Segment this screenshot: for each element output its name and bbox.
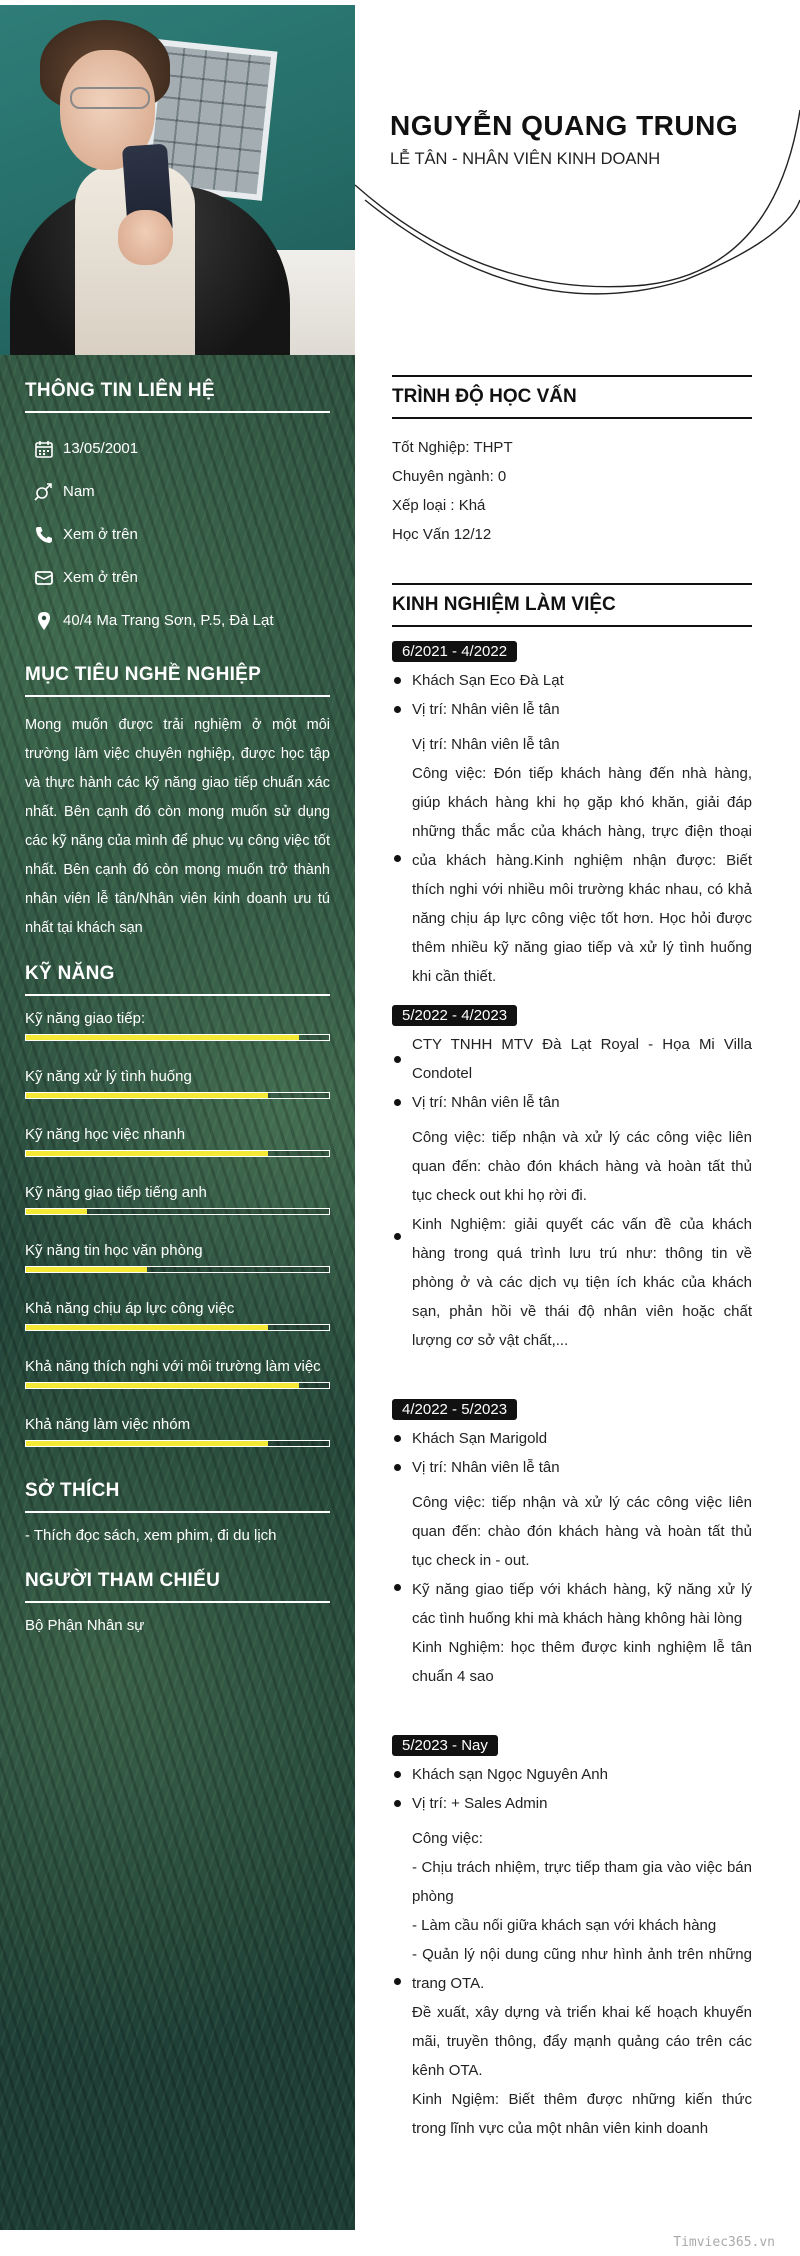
job-date-badge: 5/2023 - Nay xyxy=(392,1735,498,1756)
skill-bar xyxy=(25,1266,330,1273)
job-date-badge: 6/2021 - 4/2022 xyxy=(392,641,517,662)
skill-label: Khả năng thích nghi với môi trường làm việc xyxy=(25,1358,321,1375)
experience-title: KINH NGHIỆM LÀM VIỆC xyxy=(392,583,752,627)
job-position: Vị trí: Nhân viên lễ tân xyxy=(392,1453,752,1482)
job-company: Khách Sạn Eco Đà Lạt xyxy=(392,666,752,695)
job-details xyxy=(392,724,752,991)
skill-label: Khả năng làm việc nhóm xyxy=(25,1416,191,1433)
skill-bar-fill xyxy=(26,1325,268,1330)
profile-photo xyxy=(0,5,355,355)
email-icon xyxy=(25,568,63,588)
objective-title: MỤC TIÊU NGHỀ NGHIỆP xyxy=(25,664,330,697)
education-line: Tốt Nghiệp: THPT xyxy=(392,439,513,456)
job-detail-line: Công việc: xyxy=(412,1830,483,1847)
job-company: Khách sạn Ngọc Nguyên Anh xyxy=(392,1760,752,1789)
skill-item xyxy=(25,1300,330,1358)
job-date-badge: 5/2022 - 4/2023 xyxy=(392,1005,517,1026)
skill-bar-fill xyxy=(26,1267,147,1272)
skill-label: Kỹ năng tin học văn phòng xyxy=(25,1242,203,1259)
address-text: 40/4 Ma Trang Sơn, P.5, Đà Lạt xyxy=(63,612,274,629)
job-entry xyxy=(392,1735,752,2143)
job-date-badge: 4/2022 - 5/2023 xyxy=(392,1399,517,1420)
education-title: TRÌNH ĐỘ HỌC VẤN xyxy=(392,375,752,419)
candidate-name: NGUYỄN QUANG TRUNG xyxy=(390,110,739,141)
contact-title: THÔNG TIN LIÊN HỆ xyxy=(25,380,330,413)
job-detail-line: Đề xuất, xây dựng và triển khai kế hoạch khuyến mãi, truyền thông, đẩy mạnh quảng cáo trên các kênh OTA. xyxy=(412,2004,752,2079)
skill-item xyxy=(25,1068,330,1126)
contact-gender xyxy=(25,470,330,513)
photo-hand xyxy=(118,210,173,265)
job-details xyxy=(392,1482,752,1691)
job-entry xyxy=(392,1005,752,1355)
references-text: Bộ Phận Nhân sự xyxy=(25,1617,145,1634)
skill-bar xyxy=(25,1382,330,1389)
skill-item xyxy=(25,1184,330,1242)
calendar-icon xyxy=(25,439,63,459)
skill-label: Kỹ năng xử lý tình huống xyxy=(25,1068,192,1085)
contact-email xyxy=(25,556,330,599)
skill-label: Kỹ năng giao tiếp: xyxy=(25,1010,146,1027)
gender-text: Nam xyxy=(63,483,95,500)
skill-bar xyxy=(25,1440,330,1447)
skill-item xyxy=(25,1010,330,1068)
location-pin-icon xyxy=(25,611,63,631)
main-column xyxy=(392,375,752,2143)
skill-item xyxy=(25,1416,330,1474)
photo-glasses xyxy=(70,87,150,109)
skill-item xyxy=(25,1126,330,1184)
skills-list xyxy=(25,1010,330,1474)
references-title: NGƯỜI THAM CHIẾU xyxy=(25,1570,330,1603)
objective-text: Mong muốn được trải nghiệm ở một môi trường làm việc chuyên nghiệp, được học tập và thực hành các kỹ năng giao tiếp chuẩn xác nhất. Bên cạnh đó còn mong muốn sử dụng các kỹ năng của mình để phục vụ công việc tốt nhất. Bên cạnh đó còn mong muốn trở thành nhân viên lễ tân/Nhân viên kinh doanh ưu tú nhất tại khách sạn xyxy=(25,717,330,936)
candidate-job-title: LỄ TÂN - NHÂN VIÊN KINH DOANH xyxy=(390,150,661,168)
skill-bar xyxy=(25,1150,330,1157)
job-entry xyxy=(392,641,752,991)
skill-bar xyxy=(25,1324,330,1331)
watermark-text: Timviec365.vn xyxy=(673,2235,775,2250)
skill-bar xyxy=(25,1092,330,1099)
job-detail-line: - Quản lý nội dung cũng như hình ảnh trên những trang OTA. xyxy=(412,1946,752,1992)
job-detail-line: - Chịu trách nhiệm, trực tiếp tham gia vào việc bán phòng xyxy=(412,1859,752,1905)
skill-item xyxy=(25,1242,330,1300)
hobbies-text: - Thích đọc sách, xem phim, đi du lịch xyxy=(25,1527,277,1544)
sidebar xyxy=(0,355,355,2230)
phone-text: Xem ở trên xyxy=(63,526,138,543)
job-company: Khách Sạn Marigold xyxy=(392,1424,752,1453)
skill-bar-fill xyxy=(26,1441,268,1446)
education-line: Xếp loại : Khá xyxy=(392,497,486,514)
job-position: Vị trí: Nhân viên lễ tân xyxy=(392,1088,752,1117)
hobbies-title: SỞ THÍCH xyxy=(25,1480,330,1513)
job-detail-line: Kinh Ngiệm: Biết thêm được những kiến thức trong lĩnh vực của một nhân viên kinh doanh xyxy=(412,2091,752,2137)
skill-bar-fill xyxy=(26,1035,299,1040)
job-detail-line: Kỹ năng giao tiếp với khách hàng, kỹ năng xử lý các tình huống khi mà khách hàng không hài lòng xyxy=(412,1581,752,1627)
skill-bar xyxy=(25,1034,330,1041)
email-text: Xem ở trên xyxy=(63,569,138,586)
skills-title: KỸ NĂNG xyxy=(25,963,330,996)
skill-label: Kỹ năng học việc nhanh xyxy=(25,1126,186,1143)
skill-bar-fill xyxy=(26,1093,268,1098)
job-detail-line: Công việc: tiếp nhận và xử lý các công việc liên quan đến: chào đón khách hàng và hoàn tất thủ tục check out khi họ rời đi. xyxy=(412,1129,752,1204)
education-line: Chuyên ngành: 0 xyxy=(392,468,507,485)
job-position: Vị trí: + Sales Admin xyxy=(392,1789,752,1818)
skill-bar-fill xyxy=(26,1209,87,1214)
skill-label: Kỹ năng giao tiếp tiếng anh xyxy=(25,1184,207,1201)
job-company: CTY TNHH MTV Đà Lạt Royal - Họa Mi Villa Condotel xyxy=(392,1030,752,1088)
gender-icon xyxy=(25,482,63,502)
job-detail-line: Kinh Nghiệm: giải quyết các vấn đề của khách hàng trong quá trình lưu trú như: thông tin về phòng ở và các dịch vụ tiện ích khác của khách sạn, phản hồi về thái độ nhân viên hoặc chất lượng cơ sở vật chất,... xyxy=(412,1216,752,1349)
job-entry xyxy=(392,1399,752,1691)
skill-item xyxy=(25,1358,330,1416)
phone-icon xyxy=(25,525,63,545)
education-line: Học Vấn 12/12 xyxy=(392,526,492,543)
skill-bar-fill xyxy=(26,1383,299,1388)
contact-address xyxy=(25,599,330,642)
skill-bar-fill xyxy=(26,1151,268,1156)
job-detail-line: - Làm cầu nối giữa khách sạn với khách hàng xyxy=(412,1917,717,1934)
job-detail-line: Công việc: Đón tiếp khách hàng đến nhà hàng, giúp khách hàng khi họ gặp khó khăn, giải đáp những thắc mắc của khách hàng, trực điện thoại của khách hàng.Kinh nghiệm nhận được: Biết thích nghi với nhiều môi trường khác nhau, có khả năng chịu áp lực công việc tốt hơn. Học hỏi được thêm nhiều kỹ năng giao tiếp và xử lý tình huống khi cần thiết. xyxy=(412,765,752,985)
contact-birthday xyxy=(25,427,330,470)
job-position: Vị trí: Nhân viên lễ tân xyxy=(392,695,752,724)
job-details xyxy=(392,1117,752,1355)
job-detail-line: Kinh Nghiệm: học thêm được kinh nghiệm lễ tân chuẩn 4 sao xyxy=(412,1639,752,1685)
job-details xyxy=(392,1818,752,2143)
skill-label: Khả năng chịu áp lực công việc xyxy=(25,1300,235,1317)
job-detail-line: Công việc: tiếp nhận và xử lý các công việc liên quan đến: chào đón khách hàng và hoàn tất thủ tục check in - out. xyxy=(412,1494,752,1569)
skill-bar xyxy=(25,1208,330,1215)
header-decoration xyxy=(355,0,800,355)
birthday-text: 13/05/2001 xyxy=(63,440,139,457)
contact-phone xyxy=(25,513,330,556)
job-detail-line: Vị trí: Nhân viên lễ tân xyxy=(412,736,560,753)
